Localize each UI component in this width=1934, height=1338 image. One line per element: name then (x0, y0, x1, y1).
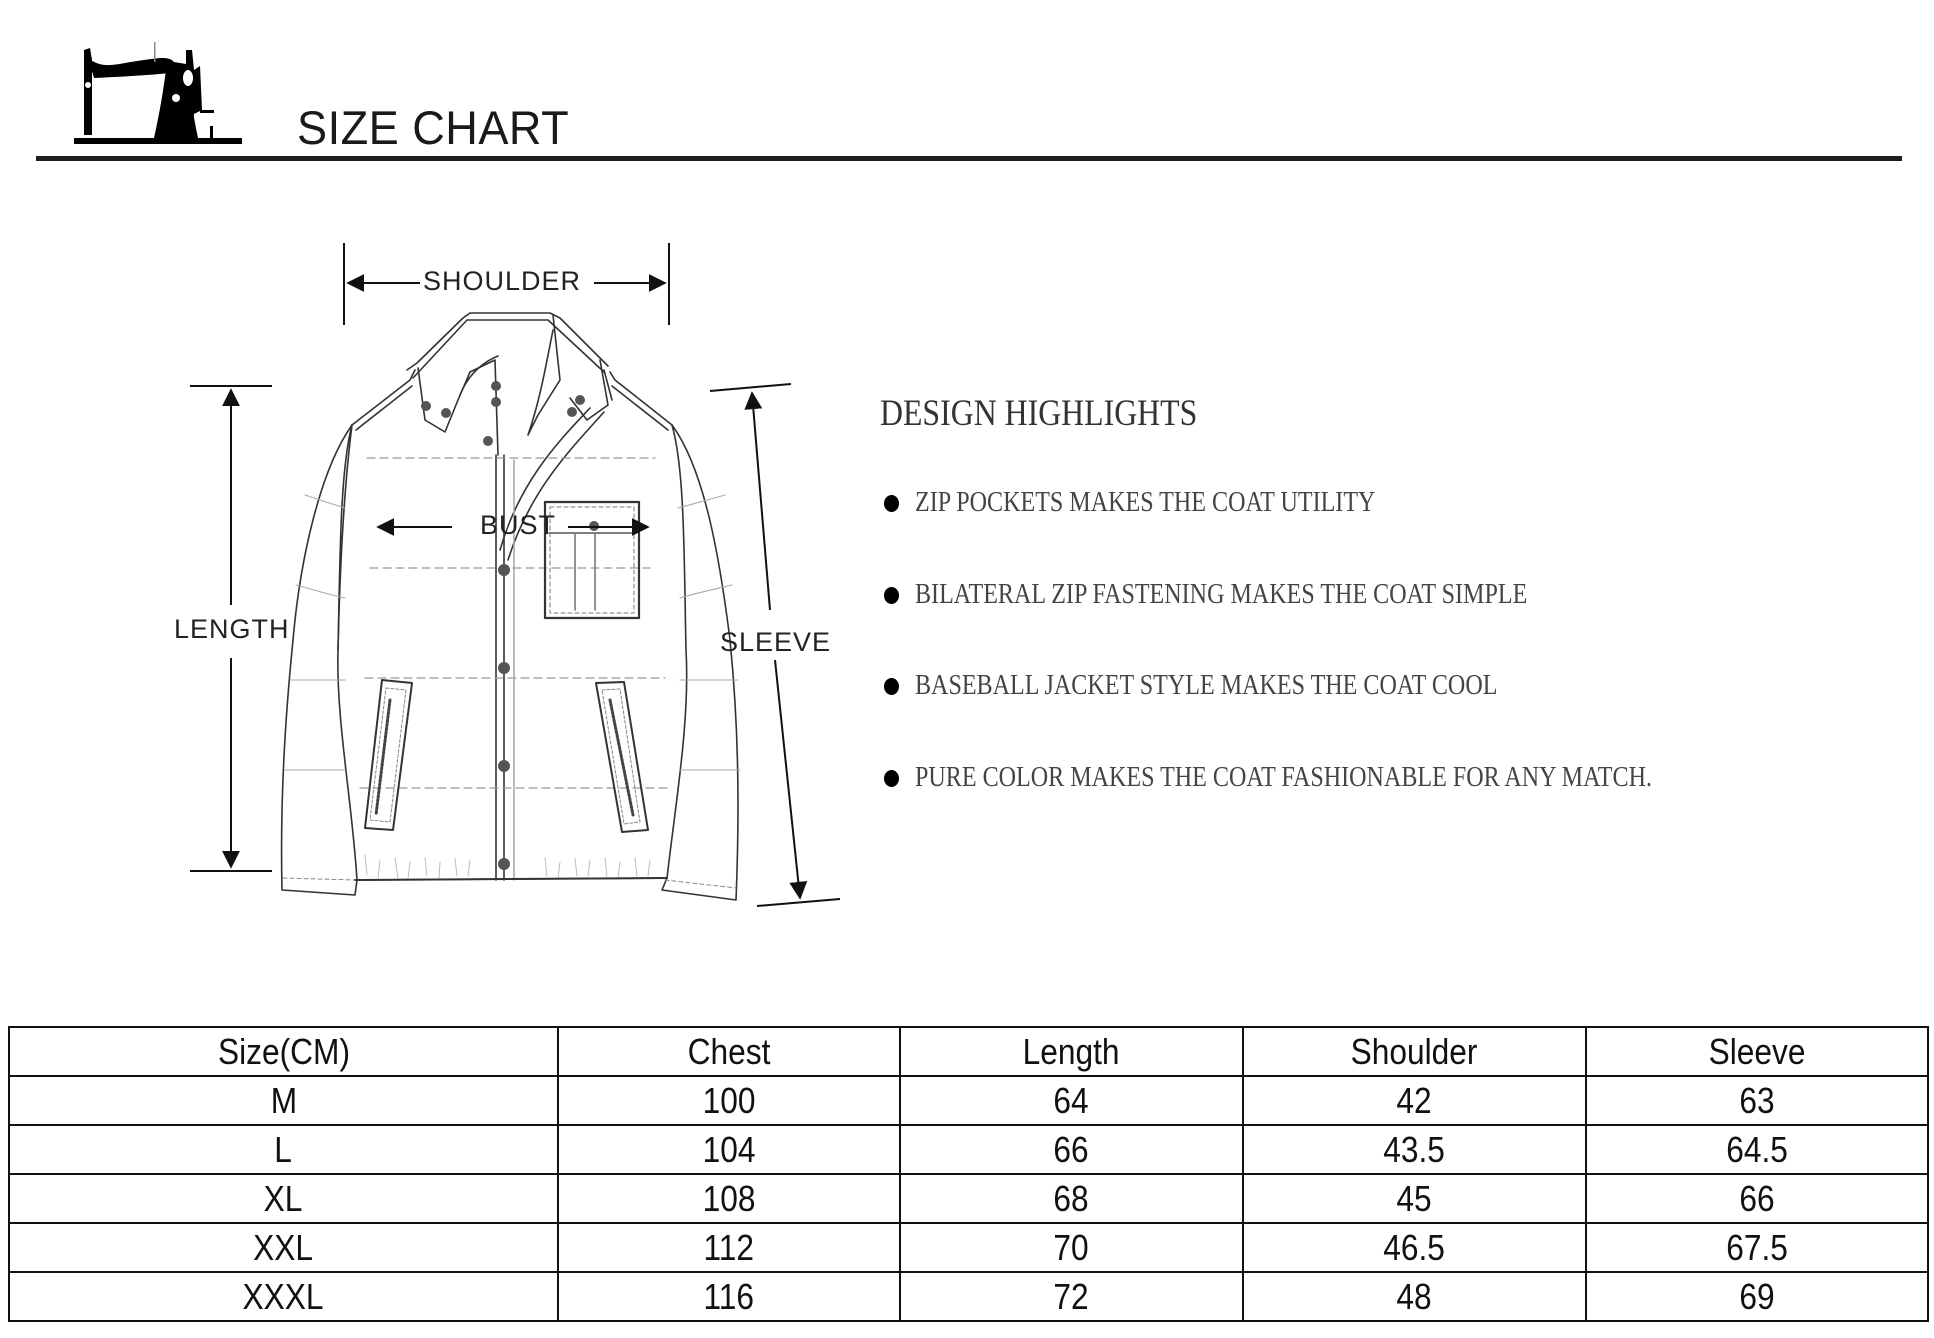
header-chest: Chest (558, 1027, 900, 1076)
highlight-item: BASEBALL JACKET STYLE MAKES THE COAT COOL (880, 672, 1592, 700)
table-cell: XXL (9, 1223, 558, 1272)
table-cell: 108 (558, 1174, 900, 1223)
highlight-item: ZIP POCKETS MAKES THE COAT UTILITY (880, 489, 1450, 517)
table-cell: L (9, 1125, 558, 1174)
header-shoulder: Shoulder (1243, 1027, 1586, 1076)
table-row (9, 1125, 1928, 1174)
table-cell: 42 (1243, 1076, 1586, 1125)
table-cell: 43.5 (1243, 1125, 1586, 1174)
sleeve-label: SLEEVE (720, 627, 832, 657)
bullet-icon (884, 678, 899, 695)
bust-label: BUST (480, 510, 557, 540)
table-cell: 66 (900, 1125, 1243, 1174)
bullet-icon (884, 495, 899, 512)
bullet-icon (884, 770, 899, 787)
table-cell: 116 (558, 1272, 900, 1321)
table-row (9, 1272, 1928, 1321)
table-cell: 66 (1586, 1174, 1928, 1223)
shoulder-label: SHOULDER (423, 266, 582, 296)
header-size: Size(CM) (9, 1027, 558, 1076)
table-cell: 100 (558, 1076, 900, 1125)
table-row (9, 1076, 1928, 1125)
table-cell: 68 (900, 1174, 1243, 1223)
highlights-heading: DESIGN HIGHLIGHTS (880, 393, 1198, 434)
bullet-icon (884, 587, 899, 604)
table-cell: 69 (1586, 1272, 1928, 1321)
table-cell: 64 (900, 1076, 1243, 1125)
table-cell: 48 (1243, 1272, 1586, 1321)
table-cell: 45 (1243, 1174, 1586, 1223)
table-cell: 104 (558, 1125, 900, 1174)
table-row (9, 1174, 1928, 1223)
table-cell: 112 (558, 1223, 900, 1272)
header-sleeve: Sleeve (1586, 1027, 1928, 1076)
table-header-row (9, 1027, 1928, 1076)
header-length: Length (900, 1027, 1243, 1076)
highlight-item: BILATERAL ZIP FASTENING MAKES THE COAT SIMPLE (880, 581, 1627, 609)
table-row (9, 1223, 1928, 1272)
length-label: LENGTH (174, 614, 290, 644)
table-cell: 46.5 (1243, 1223, 1586, 1272)
table-cell: 70 (900, 1223, 1243, 1272)
table-cell: 63 (1586, 1076, 1928, 1125)
page-title: SIZE CHART (297, 101, 570, 154)
table-cell: 67.5 (1586, 1223, 1928, 1272)
highlight-item: PURE COLOR MAKES THE COAT FASHIONABLE FOR ANY MATCH. (880, 764, 1772, 792)
table-cell: XL (9, 1174, 558, 1223)
table-cell: 72 (900, 1272, 1243, 1321)
table-cell: XXXL (9, 1272, 558, 1321)
table-cell: 64.5 (1586, 1125, 1928, 1174)
size-table (8, 1026, 1929, 1322)
table-cell: M (9, 1076, 558, 1125)
